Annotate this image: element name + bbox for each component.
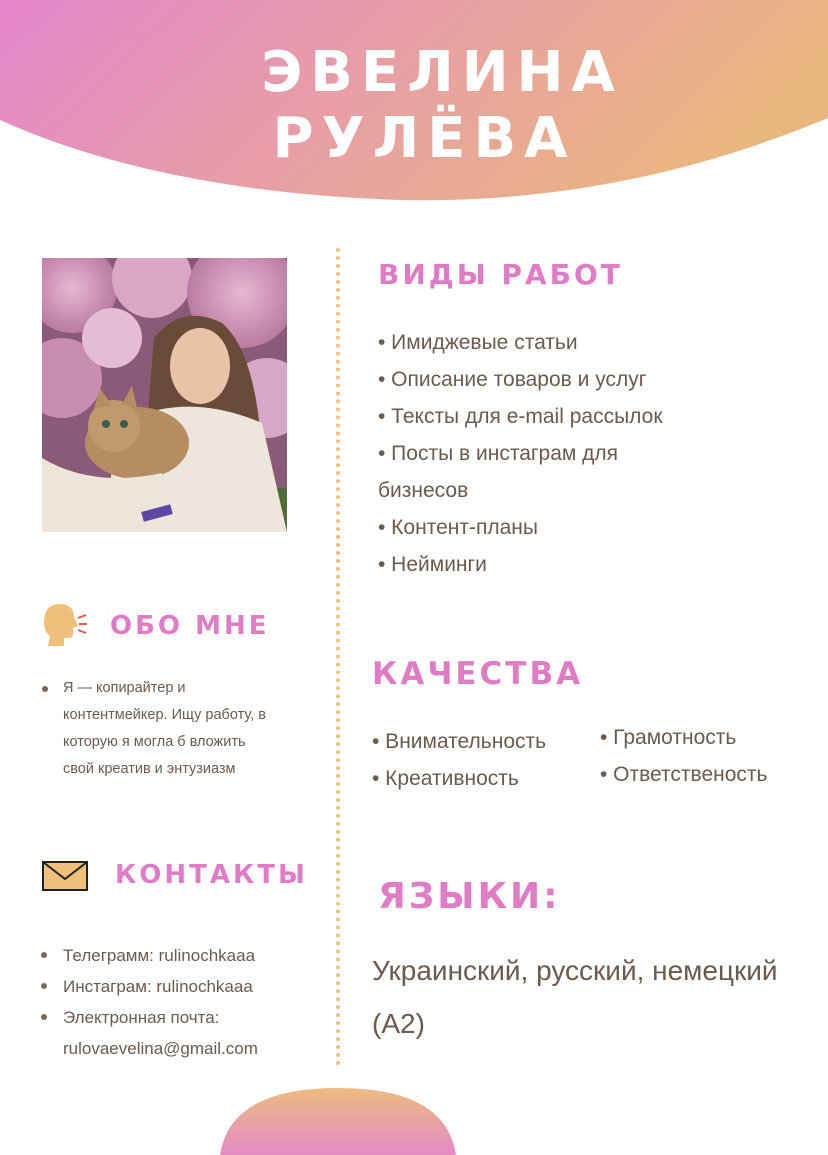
list-item: • Креативность (372, 767, 519, 790)
qualities-title: КАЧЕСТВА (372, 656, 584, 692)
work-types-list (378, 324, 663, 583)
qualities-list-left (372, 723, 546, 797)
list-item: • Внимательность (372, 730, 547, 753)
work-types-title: ВИДЫ РАБОТ (378, 258, 623, 291)
list-item: • Грамотность (600, 726, 737, 749)
header-banner (0, 0, 828, 210)
list-item: • Контент-планы (378, 516, 538, 539)
contacts-list (63, 940, 258, 1064)
bullet-dot (42, 686, 48, 692)
last-name: РУЛЁВА (272, 106, 576, 171)
list-item: • Описание товаров и услуг (378, 368, 647, 391)
speaking-head-icon (40, 602, 88, 648)
list-item: • Имиджевые статьи (378, 331, 578, 354)
contact-email[interactable]: rulovaevelina@gmail.com (63, 1039, 258, 1058)
list-item: • Тексты для e-mail рассылок (378, 405, 663, 428)
about-text: Я — копирайтер и контентмейкер. Ищу работу, в которую я могла б вложить свой креатив и энтузиазм (63, 680, 266, 777)
bullet-dot (41, 983, 47, 989)
languages-text: Украинский, русский, немецкий (A2) (372, 955, 778, 1039)
contact-telegram: Телеграмм: rulinochkaaa (63, 940, 258, 971)
contact-instagram: Инстаграм: rulinochkaaa (63, 971, 258, 1002)
first-name: ЭВЕЛИНА (261, 40, 623, 105)
contact-email-label: Электронная почта: (63, 1002, 258, 1033)
envelope-icon (42, 861, 88, 891)
column-divider (336, 248, 340, 1066)
list-item: бизнесов (378, 479, 469, 502)
list-item: • Посты в инстаграм для (378, 442, 619, 465)
contacts-title: КОНТАКТЫ (115, 860, 308, 890)
footer-decoration (220, 1088, 456, 1155)
bullet-dot (41, 1014, 47, 1020)
profile-photo (42, 258, 287, 532)
bullet-dot (41, 952, 47, 958)
list-item: • Нейминги (378, 553, 487, 576)
about-title: ОБО МНЕ (110, 611, 270, 641)
qualities-list-right (600, 719, 767, 793)
languages-title: ЯЗЫКИ: (378, 876, 561, 917)
list-item: • Ответственость (600, 763, 768, 786)
